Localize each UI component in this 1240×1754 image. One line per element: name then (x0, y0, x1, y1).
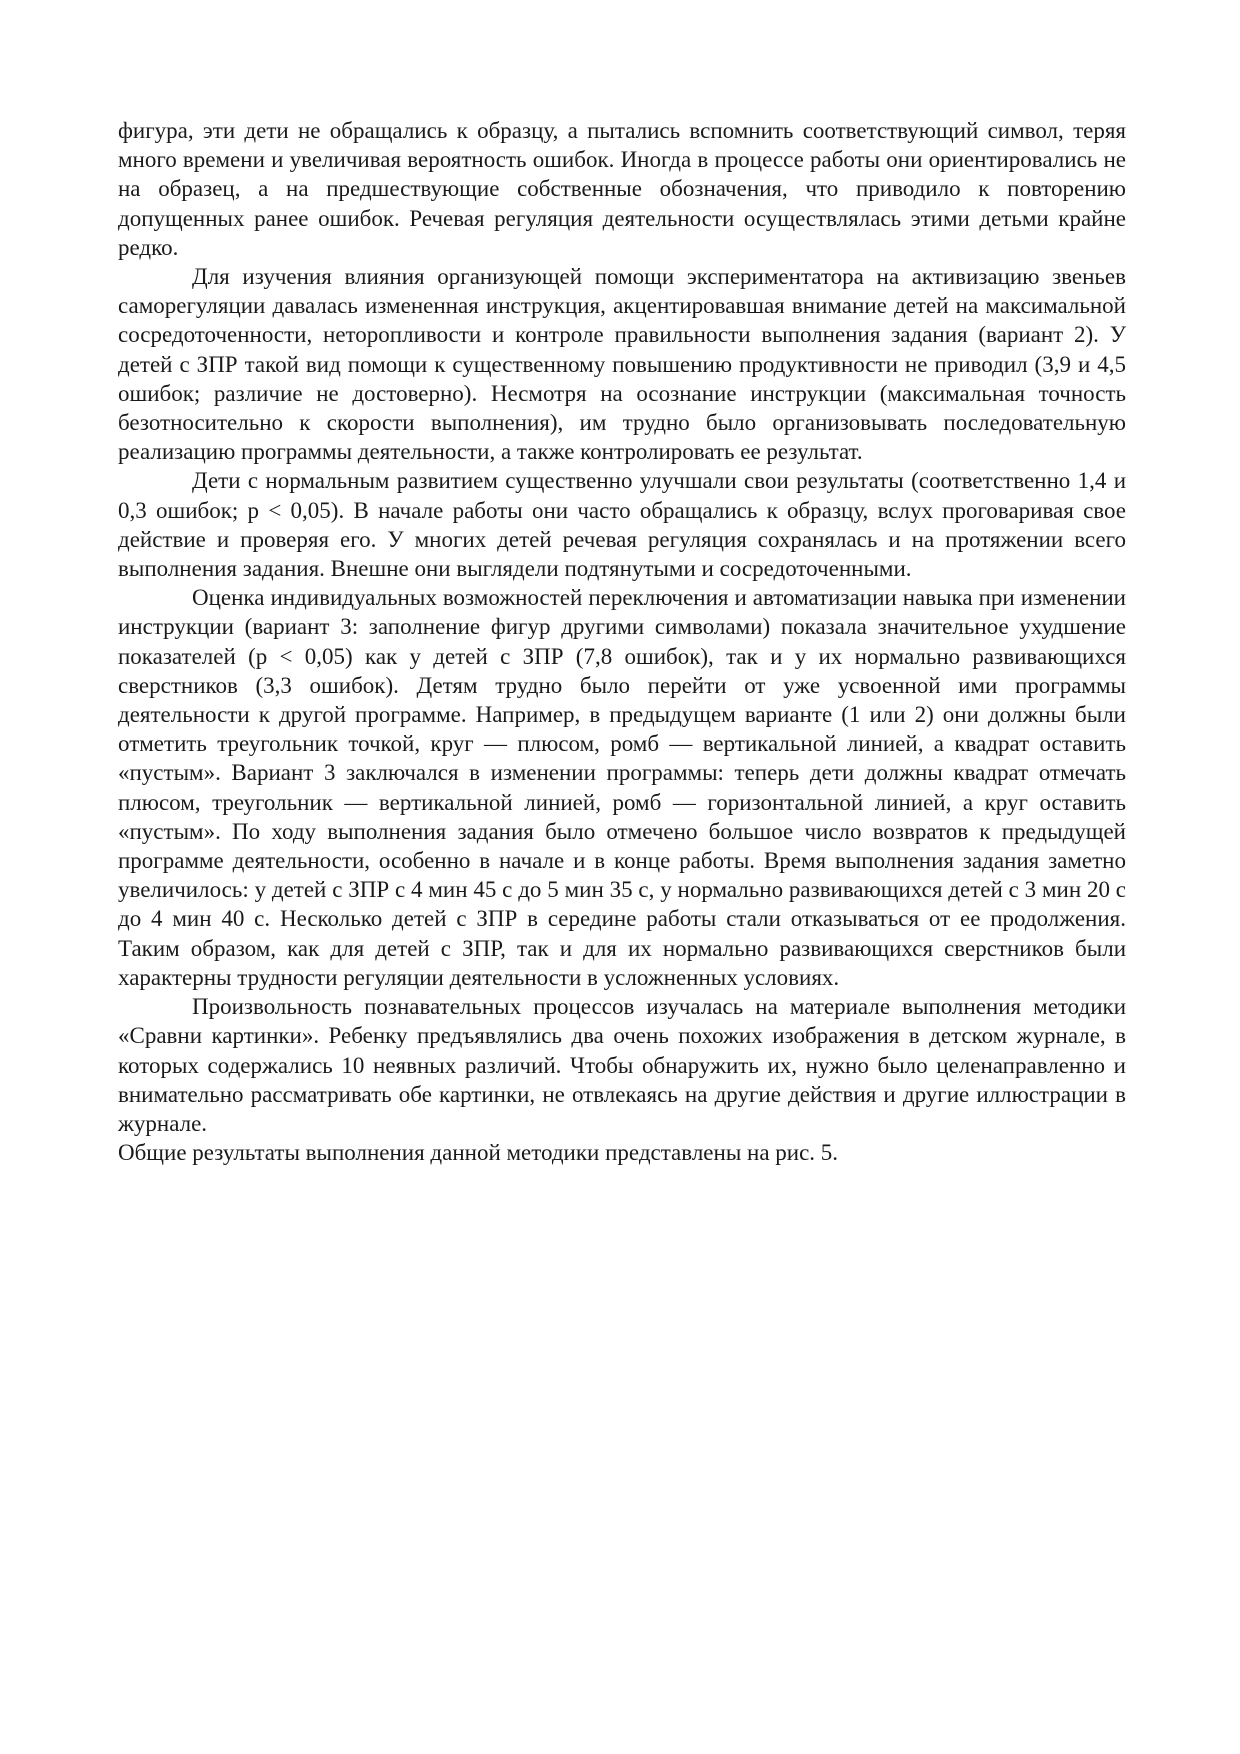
paragraph-4: Оценка индивидуальных возможностей переключения и автоматизации навыка при изменении инструкции (вариант 3: заполнение фигур другими символами) показала значительное ухудшение показателей (р < 0,05) как у детей с ЗПР (7,8 ошибок), так и у их нормально развивающихся сверстников (3,3 ошибок). Детям трудно было перейти от уже усвоенной ими программы деятельности к другой программе. Например, в предыдущем варианте (1 или 2) они должны были отметить треугольник точкой, круг — плюсом, ромб — вертикальной линией, а квадрат оставить «пустым». Вариант 3 заключался в изменении программы: теперь дети должны квадрат отмечать плюсом, треугольник — вертикальной линией, ромб — горизонтальной линией, а круг оставить «пустым». По ходу выполнения задания было отмечено большое число возвратов к предыдущей программе деятельности, особенно в начале и в конце работы. Время выполнения задания заметно увеличилось: у детей с ЗПР с 4 мин 45 с до 5 мин 35 с, у нормально развивающихся детей с 3 мин 20 с до 4 мин 40 с. Несколько детей с ЗПР в середине работы стали отказываться от ее продолжения. Таким образом, как для детей с ЗПР, так и для их нормально развивающихся сверстников были характерны трудности регуляции деятельности в усложненных условиях. (118, 585, 1126, 990)
paragraph-3: Дети с нормальным развитием существенно улучшали свои результаты (соответственно 1,4 и 0,3 ошибок; р < 0,05). В начале работы они часто обращались к образцу, вслух проговаривая свое действие и проверяя его. У многих детей речевая регуляция сохранялась и на протяжении всего выполнения задания. Внешне они выглядели подтянутыми и сосредоточенными. (118, 468, 1126, 582)
paragraph-6: Общие результаты выполнения данной методики представлены на рис. 5. (118, 1140, 839, 1166)
paragraph-1: фигура, эти дети не обращались к образцу, а пытались вспомнить соответствующий символ, теряя много времени и увеличивая вероятность ошибок. Иногда в процессе работы они ориентировались не на образец, а на предшествующие собственные обозначения, что приводило к повторению допущенных ранее ошибок. Речевая регуляция деятельности осуществлялась этими детьми крайне редко. (118, 118, 1126, 260)
paragraph-5: Произвольность познавательных процессов изучалась на материале выполнения методики «Сравни картинки». Ребенку предъявлялись два очень похожих изображения в детском журнале, в которых содержались 10 неявных различий. Чтобы обнаружить их, нужно было целенаправленно и внимательно рассматривать обе картинки, не отвлекаясь на другие действия и другие иллюстрации в журнале. (118, 994, 1126, 1136)
document-body (118, 116, 1126, 1167)
paragraph-2: Для изучения влияния организующей помощи экспериментатора на активизацию звеньев саморегуляции давалась измененная инструкция, акцентировавшая внимание детей на максимальной сосредоточенности, неторопливости и контроле правильности выполнения задания (вариант 2). У детей с ЗПР такой вид помощи к существенному повышению продуктивности не приводил (3,9 и 4,5 ошибок; различие не достоверно). Несмотря на осознание инструкции (максимальная точность безотносительно к скорости выполнения), им трудно было организовывать последовательную реализацию программы деятельности, а также контролировать ее результат. (118, 264, 1126, 465)
